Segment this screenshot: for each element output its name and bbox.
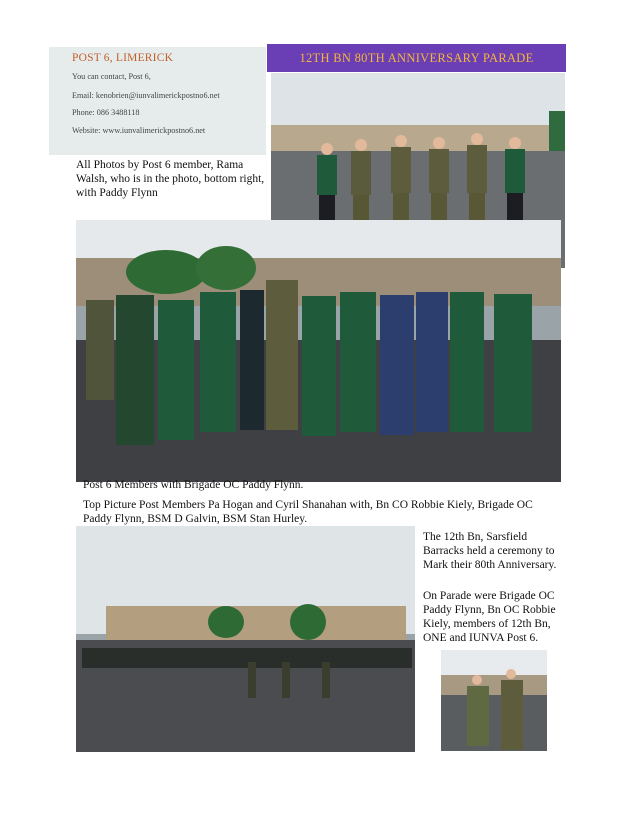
group-caption: Post 6 Members with Brigade OC Paddy Flynn. <box>83 479 304 491</box>
parade-photo <box>76 526 415 752</box>
banner-title: 12TH BN 80TH ANNIVERSARY PARADE <box>299 51 534 65</box>
contact-phone: Phone: 086 3488118 <box>72 108 140 117</box>
photo-credit-caption: All Photos by Post 6 member, Rama Walsh, who is in the photo, bottom right, with Paddy Flynn <box>76 159 265 199</box>
contact-email[interactable]: Email: kenobrien@iunvalimerickpostno6.net <box>72 91 220 100</box>
top-picture-caption: Top Picture Post Members Pa Hogan and Cyril Shanahan with, Bn CO Robbie Kiely, Brigade OC Paddy Flynn, BSM D Galvin, BSM Stan Hurley. <box>83 499 533 525</box>
contact-line: You can contact, Post 6, <box>72 72 151 81</box>
contact-title: POST 6, LIMERICK <box>72 52 174 64</box>
on-parade-caption: On Parade were Brigade OC Paddy Flynn, Bn OC Robbie Kiely, members of 12th Bn, ONE and IUNVA Post 6. <box>423 590 556 644</box>
ceremony-caption: The 12th Bn, Sarsfield Barracks held a ceremony to Mark their 80th Anniversary. <box>423 531 557 571</box>
small-photo <box>441 650 547 751</box>
contact-website[interactable]: Website: www.iunvalimerickpostno6.net <box>72 126 206 135</box>
group-photo <box>76 220 561 482</box>
